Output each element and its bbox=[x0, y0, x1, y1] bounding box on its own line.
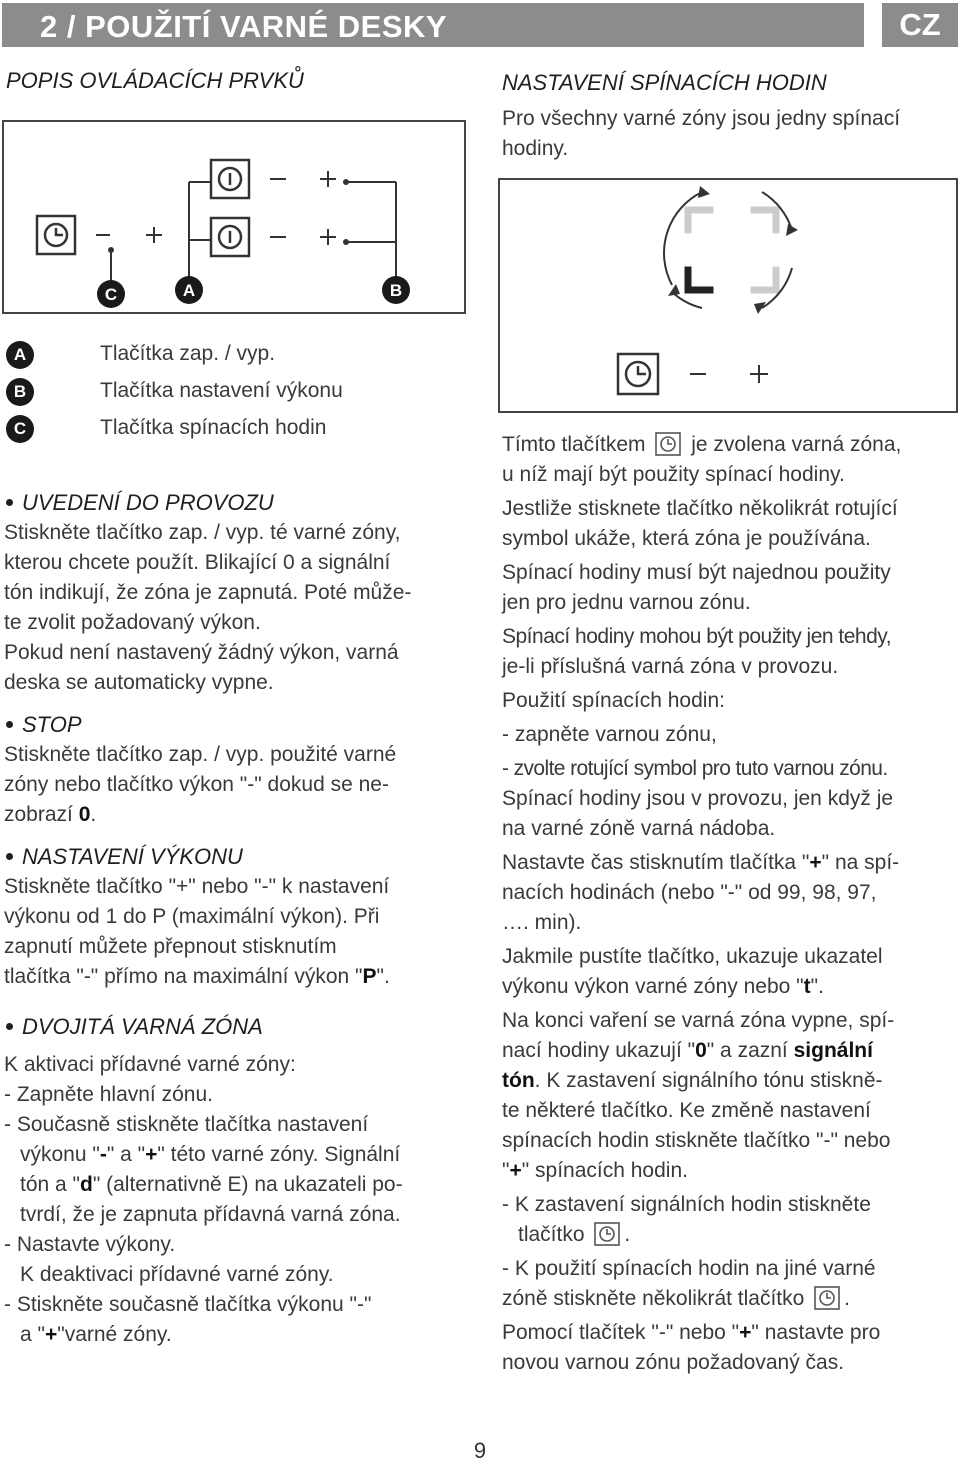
text-part: " (alternativně E) na ukazateli po- bbox=[92, 1173, 403, 1196]
bullet-dot bbox=[6, 853, 13, 860]
label-b: B bbox=[389, 281, 403, 300]
text-line: Stiskněte tlačítko "+" nebo "-" k nastavení bbox=[4, 875, 390, 898]
text-line bbox=[502, 1284, 901, 1314]
text-part: . bbox=[624, 1223, 631, 1246]
text-line: Spínací hodiny mohou být použity jen tehdy, bbox=[502, 625, 892, 648]
bold-value: - bbox=[99, 1143, 107, 1166]
section-startup-title: UVEDENÍ DO PROVOZU bbox=[22, 490, 274, 515]
text-line bbox=[502, 848, 901, 878]
section-stop-title: STOP bbox=[22, 712, 82, 737]
text-line: Spínací hodiny musí být najednou použity bbox=[502, 561, 891, 584]
text-line bbox=[502, 1156, 901, 1186]
bold-value: tón bbox=[502, 1069, 535, 1092]
text-part: zóně stiskněte několikrát tlačítko bbox=[502, 1287, 805, 1310]
text-line: Na konci vaření se varná zóna vypne, spí- bbox=[502, 1009, 895, 1032]
text-part: " nastavte pro bbox=[751, 1321, 881, 1344]
text-line bbox=[4, 1320, 403, 1350]
text-part: . K zastavení signálního tónu stiskně- bbox=[534, 1069, 883, 1092]
text-part: výkonu výkon varné zóny nebo " bbox=[502, 975, 804, 998]
text-line bbox=[502, 1220, 901, 1250]
text-part: " bbox=[502, 1159, 510, 1182]
label-a: A bbox=[182, 281, 196, 300]
header-bar bbox=[2, 3, 864, 47]
bold-value: signální bbox=[793, 1039, 873, 1062]
text-line: Jestliže stisknete tlačítko několikrát rotující bbox=[502, 497, 898, 520]
legend-badge-c: C bbox=[6, 415, 34, 443]
text-part: nací hodiny ukazují " bbox=[502, 1039, 696, 1062]
section-stop-text bbox=[4, 740, 396, 830]
text-part: tón a " bbox=[20, 1173, 80, 1196]
text-part: . bbox=[844, 1287, 851, 1310]
text-part: a " bbox=[20, 1323, 45, 1346]
legend-text-b: Tlačítka nastavení výkonu bbox=[100, 379, 343, 402]
text-part: tlačítko bbox=[518, 1223, 585, 1246]
text-line: …. min). bbox=[502, 911, 582, 934]
text-line: - Zapněte hlavní zónu. bbox=[4, 1083, 213, 1106]
text-part: ". bbox=[376, 965, 390, 988]
control-panel-svg bbox=[4, 122, 464, 312]
text-line bbox=[502, 1066, 901, 1096]
text-line bbox=[4, 1170, 403, 1200]
text-line: tvrdí, že je zapnuta přídavná varná zóna. bbox=[20, 1203, 401, 1226]
text-line: Spínací hodiny jsou v provozu, jen když je bbox=[502, 787, 894, 810]
section-startup-text bbox=[4, 518, 411, 698]
legend-item-b bbox=[0, 375, 460, 407]
timer-intro bbox=[502, 104, 900, 164]
legend-badge-b: B bbox=[6, 378, 34, 406]
text-line: nacích hodinách (nebo "-" od 99, 98, 97, bbox=[502, 881, 877, 904]
timer-heading: NASTAVENÍ SPÍNACÍCH HODIN bbox=[502, 70, 827, 95]
text-part: . bbox=[90, 803, 97, 826]
legend-text-a: Tlačítka zap. / vyp. bbox=[100, 342, 276, 365]
text-part: " této varné zóny. Signální bbox=[157, 1143, 401, 1166]
label-c: C bbox=[104, 285, 118, 304]
bold-value: + bbox=[739, 1321, 752, 1344]
text-line bbox=[4, 962, 390, 992]
timer-clock-icon bbox=[594, 1222, 620, 1246]
legend-text-c: Tlačítka spínacích hodin bbox=[100, 416, 327, 439]
bold-value: t bbox=[803, 975, 811, 998]
text-line: zóny nebo tlačítko výkon "-" dokud se ne- bbox=[4, 773, 389, 796]
timer-diagram bbox=[498, 178, 958, 413]
text-line: - Nastavte výkony. bbox=[4, 1233, 176, 1256]
text-line: - K zastavení signálních hodin stiskněte bbox=[502, 1193, 871, 1216]
bullet-dot bbox=[6, 721, 13, 728]
bold-value: 0 bbox=[78, 803, 91, 826]
text-line: te zvolit požadovaný výkon. bbox=[4, 611, 261, 634]
bold-value: 0 bbox=[695, 1039, 707, 1062]
text-line: na varné zóně varná nádoba. bbox=[502, 817, 776, 840]
bold-value: + bbox=[145, 1143, 158, 1166]
text-line: novou varnou zónu požadovaný čas. bbox=[502, 1351, 845, 1374]
text-line: symbol ukáže, která zóna je používána. bbox=[502, 527, 871, 550]
text-line: výkonu od 1 do P (maximální výkon). Při bbox=[4, 905, 380, 928]
text-line: jen pro jednu varnou zónu. bbox=[502, 591, 751, 614]
text-line: u níž mají být použity spínací hodiny. bbox=[502, 463, 845, 486]
bold-value: d bbox=[80, 1173, 93, 1196]
text-part: výkonu " bbox=[20, 1143, 100, 1166]
text-line: - K použití spínacích hodin na jiné varné bbox=[502, 1257, 876, 1280]
text-line: - Současně stiskněte tlačítka nastavení bbox=[4, 1113, 369, 1136]
section-power-text bbox=[4, 872, 390, 992]
text-part: Nastavte čas stisknutím tlačítka " bbox=[502, 851, 810, 874]
text-line: spínacích hodin stiskněte tlačítko "-" nebo bbox=[502, 1129, 891, 1152]
text-line bbox=[502, 972, 901, 1002]
section-stop-heading bbox=[4, 712, 82, 738]
text-line: K aktivaci přídavné varné zóny: bbox=[4, 1053, 296, 1076]
text-line bbox=[502, 1036, 901, 1066]
text-line: - zvolte rotující symbol pro tuto varnou zónu. bbox=[502, 757, 888, 780]
legend-badge-a: A bbox=[6, 341, 34, 369]
text-line: te některé tlačítko. Ke změně nastavení bbox=[502, 1099, 871, 1122]
timer-clock-icon bbox=[655, 432, 681, 456]
text-part: " spínacích hodin. bbox=[521, 1159, 688, 1182]
section-dual-text bbox=[4, 1050, 403, 1350]
text-part: " a zazní bbox=[706, 1039, 794, 1062]
page-title: 2 / POUŽITÍ VARNÉ DESKY bbox=[40, 9, 448, 44]
text-line: Stiskněte tlačítko zap. / vyp. použité varné bbox=[4, 743, 397, 766]
text-line bbox=[502, 1318, 901, 1348]
text-line bbox=[4, 1140, 403, 1170]
text-part: ". bbox=[810, 975, 824, 998]
legend-item-c bbox=[0, 412, 460, 444]
language-badge: CZ bbox=[882, 3, 958, 47]
page-number: 9 bbox=[473, 1438, 487, 1463]
bold-value: P bbox=[362, 965, 377, 988]
text-line: Použití spínacích hodin: bbox=[502, 689, 725, 712]
timer-description bbox=[502, 430, 901, 1378]
bold-value: + bbox=[509, 1159, 522, 1182]
text-part: tlačítka "-" přímo na maximální výkon " bbox=[4, 965, 363, 988]
text-line: deska se automaticky vypne. bbox=[4, 671, 274, 694]
bold-value: + bbox=[809, 851, 822, 874]
bullet-dot bbox=[6, 1023, 13, 1030]
text-line bbox=[502, 430, 901, 460]
text-part: zobrazí bbox=[4, 803, 79, 826]
text-line: - Stiskněte současně tlačítka výkonu "-" bbox=[4, 1293, 372, 1316]
text-line: Pokud není nastavený žádný výkon, varná bbox=[4, 641, 399, 664]
text-line: hodiny. bbox=[502, 137, 569, 160]
section-startup-heading bbox=[4, 490, 274, 516]
timer-diagram-svg bbox=[500, 180, 956, 411]
text-line: kterou chcete použít. Blikající 0 a signální bbox=[4, 551, 391, 574]
text-part: " a " bbox=[106, 1143, 146, 1166]
section-power-heading bbox=[4, 844, 243, 870]
bold-value: + bbox=[44, 1323, 58, 1346]
text-part: " na spí- bbox=[821, 851, 900, 874]
text-line: Stiskněte tlačítko zap. / vyp. té varné zóny, bbox=[4, 521, 401, 544]
section-dual-title: DVOJITÁ VARNÁ ZÓNA bbox=[22, 1014, 263, 1039]
text-part: Pomocí tlačítek "-" nebo " bbox=[502, 1321, 740, 1344]
section-dual-heading bbox=[4, 1014, 263, 1040]
section-power-title: NASTAVENÍ VÝKONU bbox=[22, 844, 243, 869]
text-part: "varné zóny. bbox=[57, 1323, 172, 1346]
legend-item-a bbox=[0, 338, 460, 370]
controls-heading: POPIS OVLÁDACÍCH PRVKŮ bbox=[6, 68, 304, 93]
text-part: Tímto tlačítkem bbox=[502, 433, 646, 456]
timer-clock-icon bbox=[814, 1286, 840, 1310]
control-panel-diagram bbox=[2, 120, 466, 314]
text-line: K deaktivaci přídavné varné zóny. bbox=[20, 1263, 334, 1286]
text-line bbox=[4, 800, 396, 830]
text-line: tón indikují, že zóna je zapnutá. Poté může- bbox=[4, 581, 412, 604]
text-line: je-li příslušná varná zóna v provozu. bbox=[502, 655, 839, 678]
text-line: - zapněte varnou zónu, bbox=[502, 723, 717, 746]
text-line: zapnutí můžete přepnout stisknutím bbox=[4, 935, 337, 958]
bullet-dot bbox=[6, 499, 13, 506]
text-line: Pro všechny varné zóny jsou jedny spínací bbox=[502, 107, 901, 130]
text-line: Jakmile pustíte tlačítko, ukazuje ukazatel bbox=[502, 945, 883, 968]
text-part: je zvolena varná zóna, bbox=[691, 433, 902, 456]
